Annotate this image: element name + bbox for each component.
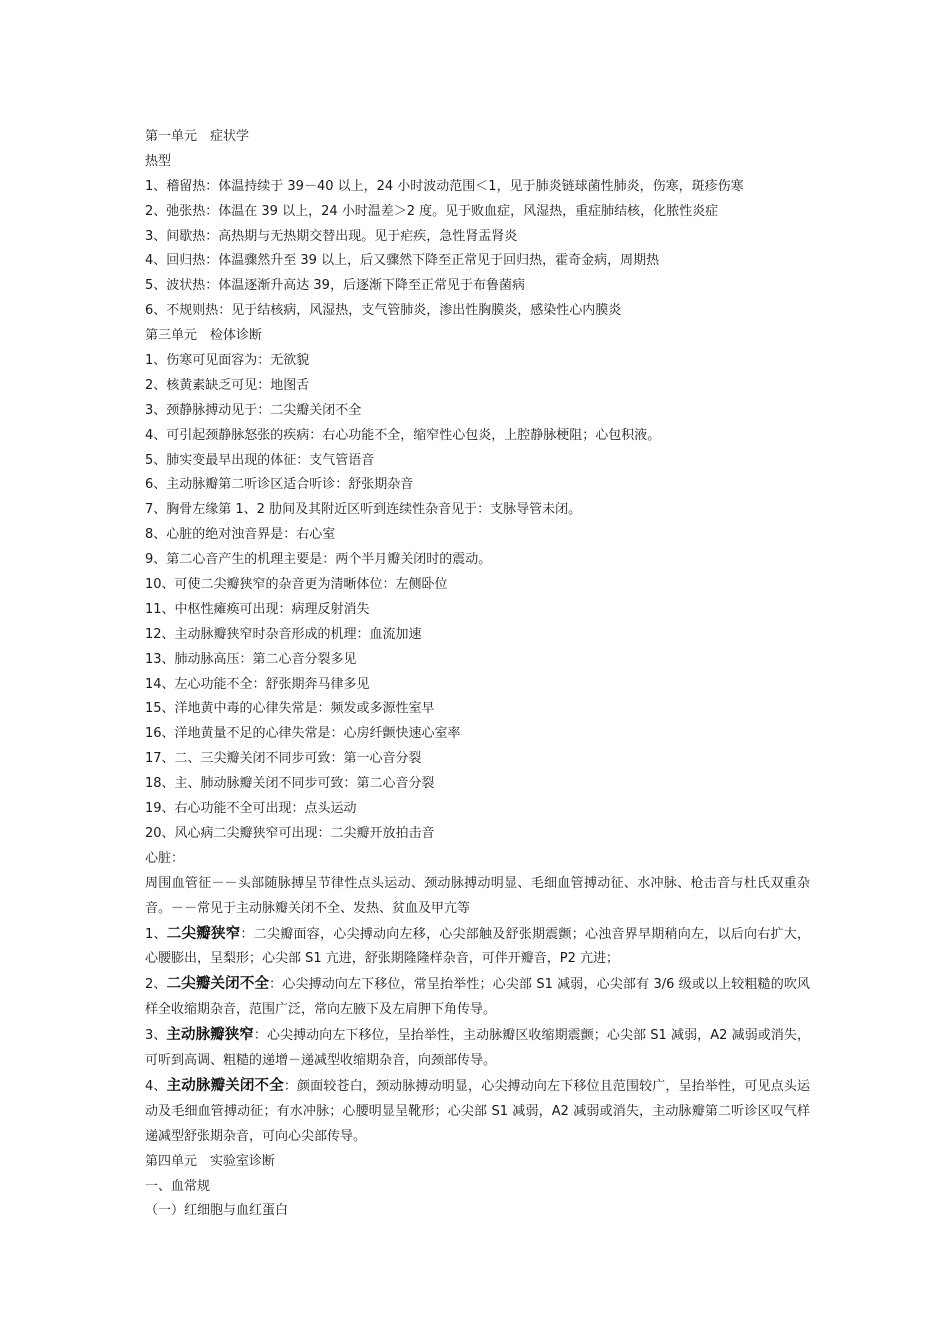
list-item: 9、第二心音产生的机理主要是：两个半月瓣关闭时的震动。 [145,552,492,568]
valve-title: 主动脉瓣狭窄 [166,1027,254,1044]
peripheral-vascular-signs-paragraph: 周围血管征－－头部随脉搏呈节律性点头运动、颈动脉搏动明显、毛细血管搏动征、水冲脉、枪击音与杜氏双重杂音。－－常见于主动脉瓣关闭不全、发热、贫血及甲亢等 [145,875,810,916]
section-fever-types [145,125,810,324]
list-item: 12、主动脉瓣狭窄时杂音形成的机理：血流加速 [145,626,422,642]
valve-number: 2、 [145,977,167,993]
list-item: 10、可使二尖瓣狭窄的杂音更为清晰体位：左侧卧位 [145,577,448,593]
valve-description: ：心尖搏动向左下移位，呈抬举性，主动脉瓣区收缩期震颤；心尖部 S1 减弱，A2 减弱或消失，可听到高调、粗糙的递增－递减型收缩期杂音，向颈部传导。 [145,1028,810,1069]
section-lab-diagnosis [145,1150,810,1225]
valve-item-1 [145,922,810,973]
list-item: 3、颈静脉搏动见于：二尖瓣关闭不全 [145,402,362,418]
valve-number: 1、 [145,926,167,942]
valve-item-2 [145,972,810,1023]
list-item: 6、主动脉瓣第二听诊区适合听诊：舒张期杂音 [145,477,414,493]
subheading: 热型 [145,153,172,169]
list-item: 16、洋地黄量不足的心律失常是：心房纤颤快速心室率 [145,726,461,742]
list-item: 11、中枢性瘫痪可出现：病理反射消失 [145,601,370,617]
list-item: 1、稽留热：体温持续于 39－40 以上，24 小时波动范围＜1，见于肺炎链球菌性肺炎，伤寒，斑疹伤寒 [145,178,744,194]
list-item: 4、可引起颈静脉怒张的疾病：右心功能不全，缩窄性心包炎，上腔静脉梗阻；心包积液。 [145,427,661,443]
list-item: 18、主、肺动脉瓣关闭不同步可致：第二心音分裂 [145,776,435,792]
unit-heading: 第一单元 症状学 [145,129,250,144]
list-item: 4、回归热：体温骤然升至 39 以上，后又骤然下降至正常见于回归热，霍奇金病，周期热 [145,253,660,269]
list-item: 6、不规则热：见于结核病，风湿热，支气管肺炎，渗出性胸膜炎，感染性心内膜炎 [145,303,622,319]
valve-description: ：二尖瓣面容，心尖搏动向左移，心尖部触及舒张期震颤；心浊音界早期稍向左，以后向右扩大，心腰膨出，呈梨形；心尖部 S1 亢进，舒张期隆隆样杂音，可伴开瓣音，P2 亢进； [145,926,810,967]
list-item: 5、肺实变最早出现的体征：支气管语音 [145,452,375,468]
valve-description: ：心尖搏动向左下移位，常呈抬举性；心尖部 S1 减弱，心尖部有 3/6 级或以上较粗糙的吹风样全收缩期杂音，范围广泛，常向左腋下及左肩胛下角传导。 [145,977,811,1018]
subheading: 一、血常规 [145,1178,211,1194]
document-page [145,125,810,1224]
valve-description: ：颜面较苍白，颈动脉搏动明显，心尖搏动向左下移位且范围较广，呈抬举性，可见点头运动及毛细血管搏动征；有水冲脉；心腰明显呈靴形；心尖部 S1 减弱，A2 减弱或消失，主动脉瓣第二听诊区叹气样递减型舒张期杂音，可向心尖部传导。 [145,1078,810,1144]
valve-number: 4、 [145,1078,167,1094]
list-item: 14、左心功能不全：舒张期奔马律多见 [145,676,370,692]
list-item: 5、波状热：体温逐渐升高达 39，后逐渐下降至正常见于布鲁菌病 [145,278,525,294]
list-item: 13、肺动脉高压：第二心音分裂多见 [145,651,357,667]
list-item: 15、洋地黄中毒的心律失常是：频发或多源性室早 [145,701,435,717]
list-item: 17、二、三尖瓣关闭不同步可致：第一心音分裂 [145,751,422,767]
valve-item-4 [145,1074,810,1150]
valve-number: 3、 [145,1028,167,1044]
unit-heading: 第四单元 实验室诊断 [145,1153,276,1169]
list-item: 19、右心功能不全可出现：点头运动 [145,801,357,817]
subheading: （一）红细胞与血红蛋白 [145,1203,289,1219]
list-item: 1、伤寒可见面容为：无欲貌 [145,353,310,369]
valve-item-3 [145,1023,810,1074]
unit-heading: 第三单元 检体诊断 [145,328,263,344]
valve-title: 二尖瓣关闭不全 [166,976,270,993]
list-item: 3、间歇热：高热期与无热期交替出现。见于疟疾，急性肾盂肾炎 [145,228,518,244]
list-item: 2、弛张热：体温在 39 以上，24 小时温差＞2 度。见于败血症，风湿热，重症肺结核，化脓性炎症 [145,203,719,219]
list-item: 7、胸骨左缘第 1、2 肋间及其附近区听到连续性杂音见于：支脉导管未闭。 [145,502,582,518]
subheading: 心脏： [145,850,185,866]
valve-title: 二尖瓣狭窄 [166,925,241,942]
section-physical-exam [145,324,810,872]
list-item: 8、心脏的绝对浊音界是：右心室 [145,527,336,543]
list-item: 20、风心病二尖瓣狭窄可出现：二尖瓣开放拍击音 [145,825,435,841]
valve-title: 主动脉瓣关闭不全 [166,1077,284,1094]
list-item: 2、核黄素缺乏可见：地图舌 [145,377,310,393]
